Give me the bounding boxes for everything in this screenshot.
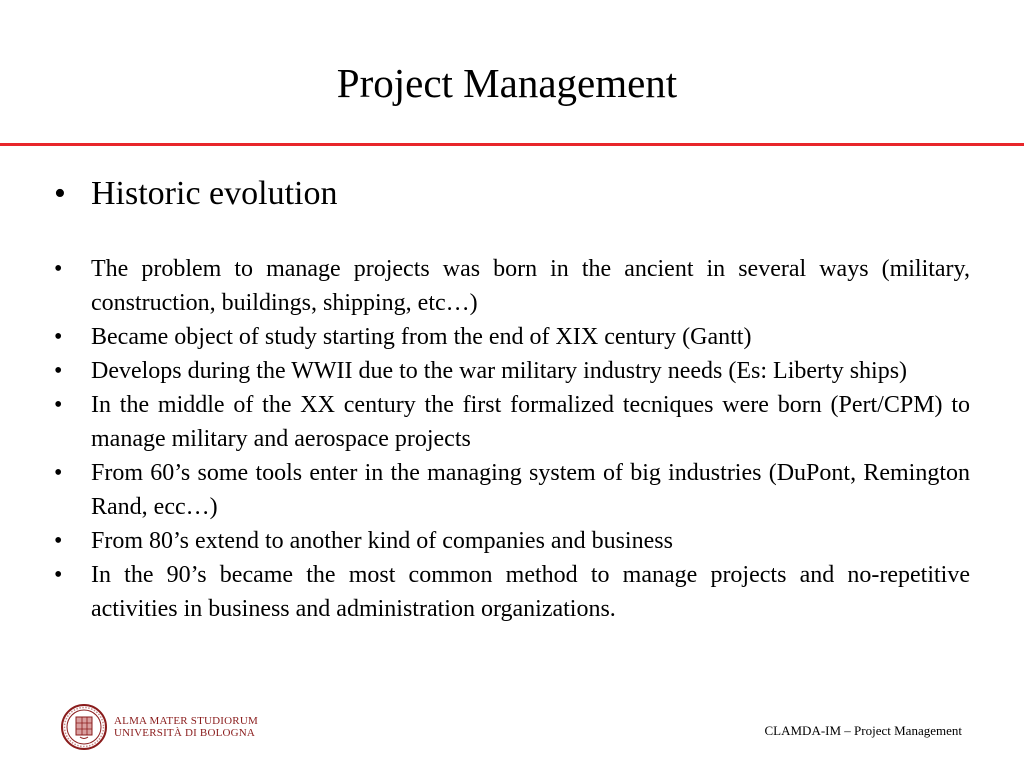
bullet-marker: • bbox=[54, 392, 63, 418]
list-item bbox=[54, 354, 970, 388]
bullet-list bbox=[54, 252, 970, 626]
bullet-marker: • bbox=[54, 324, 63, 350]
bullet-marker: • bbox=[54, 528, 63, 554]
list-item-text: In the 90’s became the most common method to manage projects and no-repetitive activities in business and administration organizations. bbox=[91, 562, 970, 622]
university-seal-icon bbox=[60, 703, 108, 751]
list-item-text: The problem to manage projects was born in the ancient in several ways (military, construction, buildings, shipping, etc…) bbox=[91, 256, 970, 316]
list-item-text: From 80’s extend to another kind of companies and business bbox=[91, 528, 673, 554]
bullet-marker: • bbox=[54, 256, 63, 282]
section-heading bbox=[54, 172, 974, 216]
bullet-marker: • bbox=[54, 358, 63, 384]
bullet-marker: • bbox=[54, 562, 63, 588]
slide-title: Project Management bbox=[336, 60, 678, 106]
heading-bullet: • bbox=[54, 175, 66, 212]
list-item-text: From 60’s some tools enter in the managing system of big industries (DuPont, Remington Rand, ecc…) bbox=[91, 460, 970, 520]
university-logo bbox=[60, 703, 258, 751]
list-item bbox=[54, 320, 970, 354]
list-item bbox=[54, 456, 970, 524]
logo-line-2: UNIVERSITÀ DI BOLOGNA bbox=[114, 727, 256, 739]
list-item-text: In the middle of the XX century the first formalized tecniques were born (Pert/CPM) to manage military and aerospace projects bbox=[91, 392, 970, 452]
list-item-text: Became object of study starting from the end of XIX century (Gantt) bbox=[91, 324, 752, 350]
bullet-marker: • bbox=[54, 460, 63, 486]
heading-text: Historic evolution bbox=[91, 175, 338, 212]
list-item-text: Develops during the WWII due to the war military industry needs (Es: Liberty ships) bbox=[91, 358, 908, 384]
logo-text bbox=[114, 715, 258, 739]
title-divider bbox=[0, 143, 1024, 146]
logo-line-1: ALMA MATER STUDIORUM bbox=[114, 715, 258, 727]
list-item bbox=[54, 524, 970, 558]
list-item bbox=[54, 252, 970, 320]
list-item bbox=[54, 388, 970, 456]
list-item bbox=[54, 558, 970, 626]
footer-text: CLAMDA-IM – Project Management bbox=[764, 723, 962, 738]
